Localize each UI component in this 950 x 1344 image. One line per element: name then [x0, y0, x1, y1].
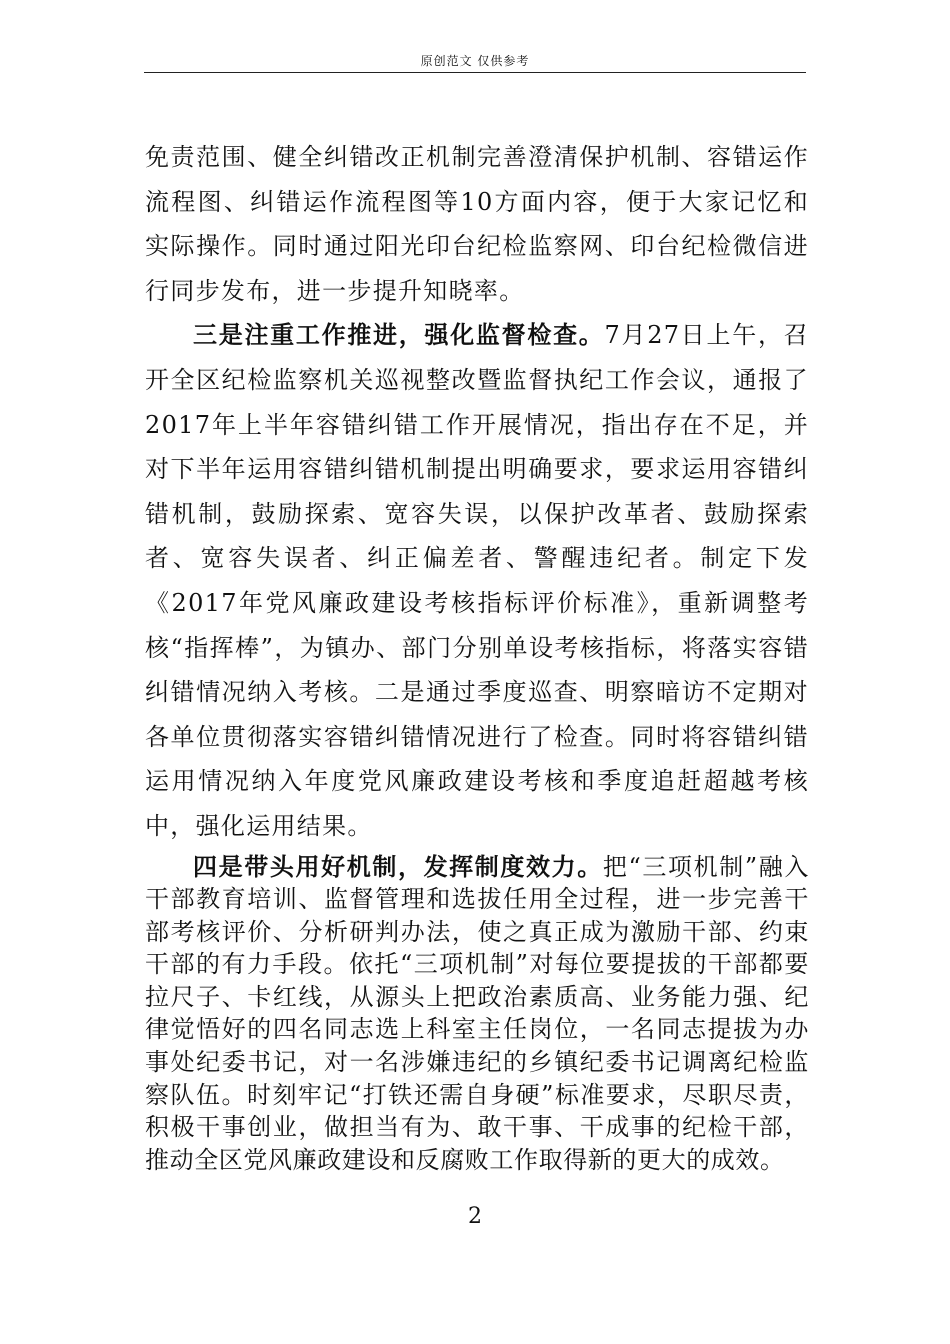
page-number: 2 — [468, 1204, 482, 1229]
page-header — [144, 52, 806, 73]
paragraph-supervision — [145, 313, 809, 848]
header-text: 原创范文 仅供参考 — [420, 54, 530, 68]
paragraph-text: 把“三项机制”融入干部教育培训、监督管理和选拔任用全过程，进一步完善干部考核评价、分析研判办法，使之真正成为激励干部、约束干部的有力手段。依托“三项机制”对每位要提拔的干部都要拉尺子、卡红线，从源头上把政治素质高、业务能力强、纪律觉悟好的四名同志选上科室主任岗位，一名同志提拔为办事处纪委书记，对一名涉嫌违纪的乡镇纪委书记调离纪检监察队伍。时刻牢记“打铁还需自身硬”标准要求，尽职尽责，积极干事创业，做担当有为、敢干事、干成事的纪检干部，推动全区党风廉政建设和反腐败工作取得新的更大的成效。 — [145, 852, 809, 1174]
paragraph-heading: 四是带头用好机制，发挥制度效力。 — [193, 851, 603, 881]
paragraph-mechanism — [145, 851, 809, 1177]
paragraph-continuation — [145, 135, 809, 313]
paragraph-heading: 三是注重工作推进，强化监督检查。 — [193, 320, 605, 350]
paragraph-text: 免责范围、健全纠错改正机制完善澄清保护机制、容错运作流程图、纠错运作流程图等10方面内容，便于大家记忆和实际操作。同时通过阳光印台纪检监察网、印台纪检微信进行同步发布，进一步提升知晓率。 — [145, 143, 809, 305]
document-body — [145, 135, 809, 1176]
paragraph-text: 7月27日上午，召开全区纪检监察机关巡视整改暨监督执纪工作会议，通报了2017年上半年容错纠错工作开展情况，指出存在不足，并对下半年运用容错纠错机制提出明确要求，要求运用容错纠错机制，鼓励探索、宽容失误，以保护改革者、鼓励探索者、宽容失误者、纠正偏差者、警醒违纪者。制定下发《2017年党风廉政建设考核指标评价标准》，重新调整考核“指挥棒”，为镇办、部门分别单设考核指标，将落实容错纠错情况纳入考核。二是通过季度巡查、明察暗访不定期对各单位贯彻落实容错纠错情况进行了检查。同时将容错纠错运用情况纳入年度党风廉政建设考核和季度追赶超越考核中，强化运用结果。 — [145, 321, 809, 840]
